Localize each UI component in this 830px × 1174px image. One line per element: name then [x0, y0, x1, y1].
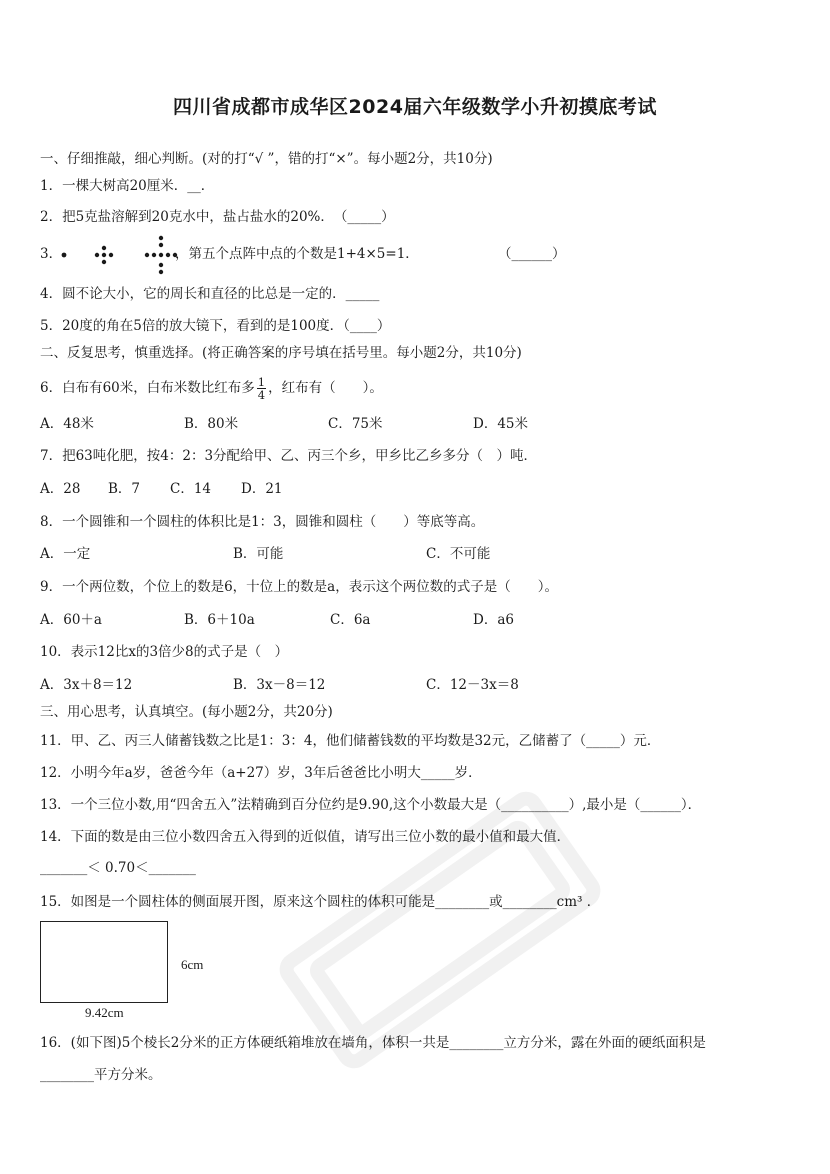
- cylinder-net-rectangle: [40, 921, 168, 1003]
- dot-pattern-1: [62, 253, 67, 258]
- question-14-inequality: _______＜ 0.70＜_______: [40, 860, 196, 876]
- question-13: 13．一个三位小数,用“四舍五入”法精确到百分位约是9.90,这个小数最大是（__________）,最小是（______）．: [40, 797, 702, 813]
- question-12: 12．小明今年a岁，爸爸今年（a+27）岁，3年后爸爸比小明大_____岁．: [40, 765, 482, 781]
- question-16-continued: ________平方分米。: [40, 1067, 162, 1083]
- question-3-blank: （______）: [498, 246, 566, 262]
- question-6-stem-a: 6．白布有60米，白布米数比红布多: [40, 380, 255, 396]
- question-9-option-b: B．6＋10a: [184, 612, 255, 628]
- question-3-number: 3．: [40, 246, 63, 262]
- dot-pattern-3: [145, 236, 177, 274]
- fraction-numerator: 1: [257, 375, 266, 389]
- rectangle-width-label: 9.42cm: [85, 1005, 124, 1020]
- fraction-denominator: 4: [257, 388, 266, 402]
- question-10-option-b: B．3x－8＝12: [233, 677, 326, 693]
- rectangle-height-label: 6cm: [181, 957, 204, 972]
- question-3-text: ，第五个点阵中点的个数是1+4×5=1．: [175, 246, 419, 262]
- question-9-option-a: A．60＋a: [40, 612, 102, 628]
- section-2-heading: 二、反复思考，慎重选择。(将正确答案的序号填在括号里。每小题2分，共10分): [40, 345, 522, 361]
- question-6-option-b: B．80米: [184, 416, 239, 432]
- question-1: 1．一棵大树高20厘米．__．: [40, 178, 215, 194]
- question-9-option-c: C．6a: [330, 612, 371, 628]
- question-6-option-a: A．48米: [40, 416, 94, 432]
- fraction-one-quarter: [257, 376, 266, 401]
- question-16: 16．(如下图)5个棱长2分米的正方体硬纸箱堆放在墙角，体积一共是________立方分米，露在外面的硬纸面积是: [40, 1035, 706, 1051]
- question-6-option-c: C．75米: [328, 416, 383, 432]
- question-8-option-b: B．可能: [233, 546, 284, 562]
- question-7-option-d: D．21: [241, 481, 283, 497]
- question-7-option-b: B．7: [108, 481, 141, 497]
- watermark-seal: [230, 720, 650, 1140]
- question-14: 14．下面的数是由三位小数四舍五入得到的近似值，请写出三位小数的最小值和最大值．: [40, 829, 571, 845]
- question-8-option-a: A．一定: [40, 546, 91, 562]
- question-8: 8．一个圆锥和一个圆柱的体积比是1：3，圆锥和圆柱（ ）等底等高。: [40, 514, 485, 530]
- question-9: 9．一个两位数，个位上的数是6，十位上的数是a，表示这个两位数的式子是（ ）。: [40, 579, 558, 595]
- question-10-option-c: C．12－3x＝8: [426, 677, 519, 693]
- question-10: 10．表示12比x的3倍少8的式子是（ ）: [40, 644, 289, 660]
- question-5: 5．20度的角在5倍的放大镜下，看到的是100度．（____）: [40, 318, 391, 334]
- dot-pattern-2: [95, 246, 113, 264]
- question-6-option-d: D．45米: [473, 416, 529, 432]
- question-10-option-a: A．3x＋8＝12: [40, 677, 133, 693]
- question-6-stem-b: ，红布有（ ）。: [268, 380, 383, 396]
- question-7-option-a: A．28: [40, 481, 81, 497]
- question-11: 11．甲、乙、丙三人储蓄钱数之比是1：3：4，他们储蓄钱数的平均数是32元，乙储蓄了（_____）元．: [40, 733, 661, 749]
- question-9-option-d: D．a6: [473, 612, 514, 628]
- question-6: [40, 376, 383, 401]
- question-2: 2．把5克盐溶解到20克水中，盐占盐水的20%． （_____）: [40, 209, 395, 225]
- question-7: 7．把63吨化肥，按4：2：3分配给甲、乙、丙三个乡，甲乡比乙乡多分（ ）吨．: [40, 448, 538, 464]
- section-1-heading: 一、仔细推敲，细心判断。(对的打“√ ”，错的打“×”。每小题2分，共10分): [40, 151, 493, 167]
- question-7-option-c: C．14: [170, 481, 212, 497]
- question-15: 15．如图是一个圆柱体的侧面展开图，原来这个圆柱的体积可能是________或________cm³ ．: [40, 894, 601, 910]
- exam-title: 四川省成都市成华区2024届六年级数学小升初摸底考试: [173, 96, 657, 118]
- question-4: 4．圆不论大小，它的周长和直径的比总是一定的．_____: [40, 286, 380, 302]
- question-8-option-c: C．不可能: [426, 546, 491, 562]
- section-3-heading: 三、用心思考，认真填空。(每小题2分，共20分): [40, 704, 333, 720]
